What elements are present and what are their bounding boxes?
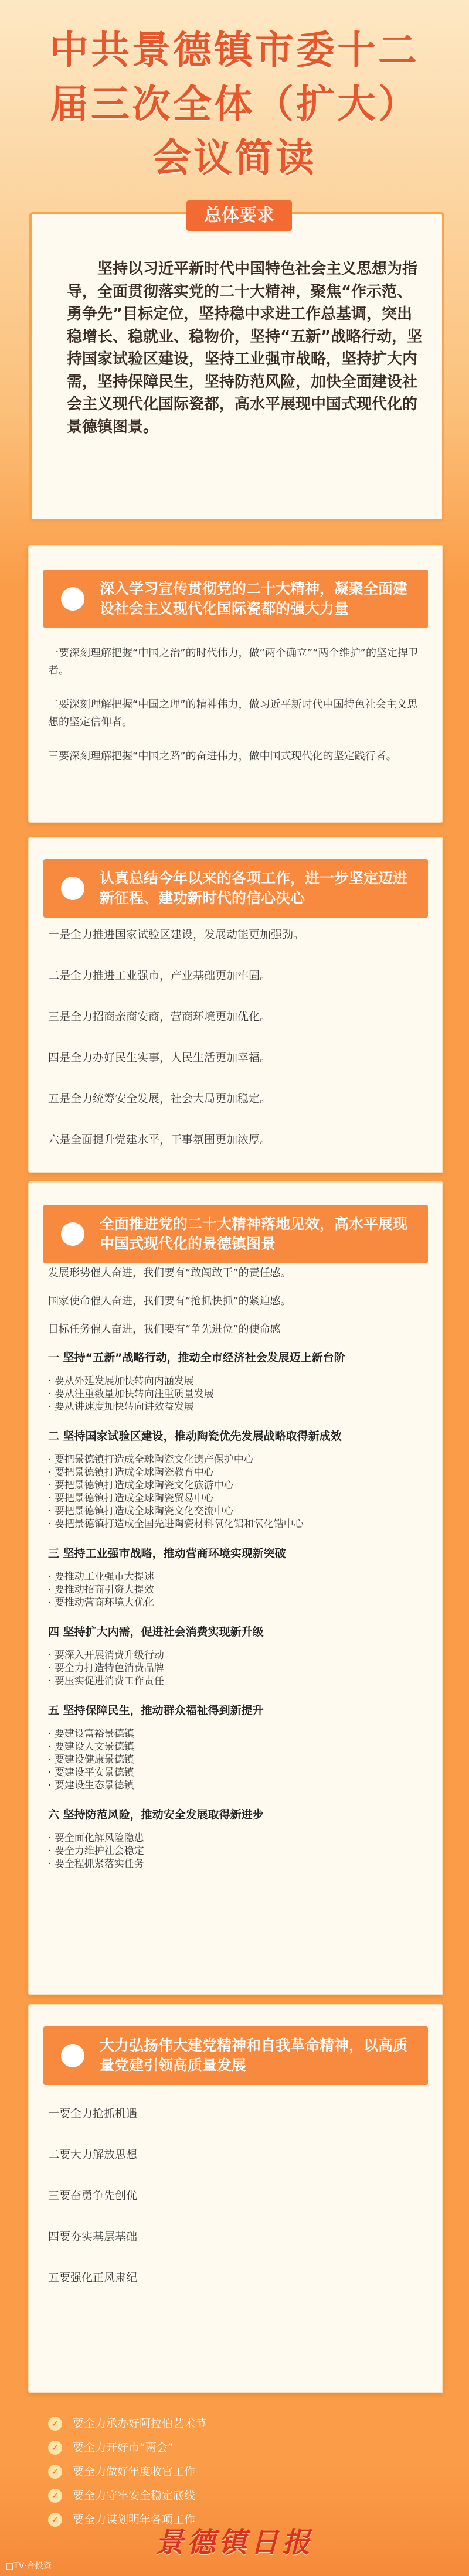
bullet-item: · 要把景德镇打造成全国先进陶瓷材料氧化铝和氧化锆中心 <box>48 1518 304 1530</box>
bullet-item: · 要推动招商引资大提效 <box>48 1584 154 1596</box>
section-body <box>48 1265 423 1885</box>
task-text: 要全力谋划明年各项工作 <box>73 2513 196 2526</box>
list-item: 一要全力抢抓机遇 <box>48 2107 138 2120</box>
check-icon: ✓ <box>48 2489 62 2503</box>
section-summary-work <box>28 837 443 1173</box>
list-item: 四是全力办好民生实事，人民生活更加幸福。 <box>48 1051 271 1064</box>
page-title <box>0 23 469 185</box>
check-icon: ✓ <box>48 2465 62 2479</box>
bullet-item: · 要建设富裕景德镇 <box>48 1728 134 1740</box>
bullet-list <box>48 1649 423 1688</box>
task-item <box>48 2484 421 2508</box>
list-item: 四要夯实基层基础 <box>48 2230 138 2243</box>
check-icon: ✓ <box>48 2441 62 2455</box>
circle-icon <box>61 877 84 900</box>
circle-icon <box>61 1222 84 1246</box>
list-item: 二是全力推进工业强市，产业基础更加牢固。 <box>48 969 271 982</box>
paragraph: 三要深刻理解把握“中国之路”的奋进伟力，做中国式现代化的坚定践行者。 <box>48 750 397 762</box>
task-checklist <box>48 2412 421 2532</box>
bullet-item: · 要全面化解风险隐患 <box>48 1832 144 1844</box>
bullet-item: · 要把景德镇打造成全球陶瓷贸易中心 <box>48 1493 214 1504</box>
section-body <box>48 926 423 1172</box>
task-group <box>48 1702 423 1792</box>
task-text: 要全力承办好阿拉伯艺术节 <box>73 2417 207 2430</box>
task-text: 要全力开好市“两会” <box>73 2441 174 2454</box>
circle-icon <box>61 587 84 611</box>
summary-box <box>29 205 444 522</box>
list-item: 五要强化正风肃纪 <box>48 2271 138 2284</box>
check-icon: ✓ <box>48 2513 62 2527</box>
section-heading <box>43 1205 428 1263</box>
bullet-item: · 要建设人文景德镇 <box>48 1741 134 1753</box>
group-title: 五 坚持保障民生，推动群众福祉得到新提升 <box>48 1704 264 1717</box>
newspaper-logo: 景德镇日报 <box>155 2526 314 2559</box>
group-title: 三 坚持工业强市战略，推动营商环境实现新突破 <box>48 1547 286 1560</box>
group-title: 四 坚持扩大内需，促进社会消费实现新升级 <box>48 1626 264 1638</box>
page-title-line: 届三次全体（扩大） <box>50 81 419 127</box>
task-group <box>48 1427 423 1531</box>
bullet-item: · 要推动工业强市大提速 <box>48 1571 154 1583</box>
bullet-list <box>48 1832 423 1870</box>
page-title-line: 中共景德镇市委十二 <box>50 28 419 73</box>
bullet-item: · 要把景德镇打造成全球陶瓷文化旅游中心 <box>48 1480 234 1491</box>
bullet-item: · 要建设健康景德镇 <box>48 1754 134 1766</box>
bullet-item: · 要全程抓紧落实任务 <box>48 1858 144 1870</box>
bullet-item: · 要从讲速度加快转向讲效益发展 <box>48 1401 194 1413</box>
page-title-line: 会议简读 <box>152 135 317 180</box>
section-body <box>48 645 423 782</box>
bullet-item: · 要建设生态景德镇 <box>48 1780 134 1791</box>
list-item: 一是全力推进国家试验区建设，发展动能更加强劲。 <box>48 928 305 941</box>
bullet-item: · 要建设平安景德镇 <box>48 1767 134 1778</box>
task-text: 要全力做好年度收官工作 <box>73 2465 196 2478</box>
paragraph: 二要深刻理解把握“中国之理”的精神伟力，做习近平新时代中国特色社会主义思想的坚定信仰者。 <box>48 698 418 728</box>
circle-icon <box>61 2044 84 2067</box>
section-body <box>48 2105 423 2310</box>
summary-text: 坚持以习近平新时代中国特色社会主义思想为指导，全面贯彻落实党的二十大精神，聚焦“作示范、勇争先”目标定位，坚持稳中求进工作总基调，突出稳增长、稳就业、稳物价，坚持“五新”战略行动，坚持国家试验区建设，坚持工业强市战略，坚持扩大内需，坚持保障民生，坚持防范风险，加快全面建设社会主义现代化国际瓷都，高水平展现中国式现代化的景德镇图景。 <box>67 260 423 436</box>
task-item <box>48 2412 421 2436</box>
bullet-item: · 要把景德镇打造成全球陶瓷文化交流中心 <box>48 1505 234 1517</box>
task-group <box>48 1623 423 1688</box>
task-group <box>48 1806 423 1870</box>
bullet-list <box>48 1727 423 1792</box>
task-text: 要全力守牢安全稳定底线 <box>73 2489 196 2502</box>
group-title: 六 坚持防范风险，推动安全发展取得新进步 <box>48 1808 264 1821</box>
section-heading <box>43 2026 428 2085</box>
bullet-list <box>48 1453 423 1531</box>
bullet-item: · 要把景德镇打造成全球陶瓷文化遗产保护中心 <box>48 1454 254 1466</box>
list-item: 三要奋勇争先创优 <box>48 2189 138 2202</box>
stance-item: 国家使命催人奋进，我们要有“抢抓快抓”的紧迫感。 <box>48 1295 291 1307</box>
bullet-list <box>48 1375 423 1413</box>
bullet-item: · 要把景德镇打造成全球陶瓷教育中心 <box>48 1467 214 1478</box>
task-group <box>48 1349 423 1413</box>
credit-text: □TV·合投资 <box>6 2561 52 2571</box>
stance-item: 目标任务催人奋进，我们要有“争先进位”的使命感 <box>48 1323 281 1335</box>
bullet-item: · 要深入开展消费升级行动 <box>48 1650 164 1661</box>
bullet-item: · 要推动营商环境大优化 <box>48 1597 154 1609</box>
paragraph: 一要深刻理解把握“中国之治”的时代伟力，做“两个确立”“两个维护”的坚定捍卫者。 <box>48 647 419 677</box>
section-heading <box>43 859 428 918</box>
check-icon: ✓ <box>48 2417 62 2431</box>
summary-heading: 总体要求 <box>186 200 292 231</box>
list-item: 五是全力统筹安全发展，社会大局更加稳定。 <box>48 1092 271 1105</box>
section-heading-text: 深入学习宣传贯彻党的二十大精神，凝聚全面建设社会主义现代化国际瓷都的强大力量 <box>100 580 408 617</box>
group-title: 一 坚持“五新”战略行动，推动全市经济社会发展迈上新台阶 <box>48 1351 345 1364</box>
section-study-spirit <box>28 545 443 823</box>
bullet-item: · 要全力打造特色消费品牌 <box>48 1662 164 1674</box>
section-heading-text: 全面推进党的二十大精神落地见效，高水平展现中国式现代化的景德镇图景 <box>100 1215 408 1252</box>
list-item: 三是全力招商亲商安商，营商环境更加优化。 <box>48 1010 271 1023</box>
stance-list <box>48 1265 423 1338</box>
stance-item: 发展形势催人奋进，我们要有“敢闯敢干”的责任感。 <box>48 1267 291 1279</box>
bullet-item: · 要从外延发展加快转向内涵发展 <box>48 1375 194 1387</box>
list-item: 六是全面提升党建水平，干事氛围更加浓厚。 <box>48 1133 271 1146</box>
section-party-building <box>28 2004 443 2393</box>
section-heading <box>43 570 428 628</box>
list-item: 二要大力解放思想 <box>48 2148 138 2161</box>
section-implementation <box>28 1181 443 1995</box>
bullet-list <box>48 1570 423 1609</box>
bullet-item: · 要从注重数量加快转向注重质量发展 <box>48 1388 214 1400</box>
task-item <box>48 2460 421 2484</box>
bullet-item: · 要压实促进消费工作责任 <box>48 1675 164 1687</box>
bullet-item: · 要全力维护社会稳定 <box>48 1845 144 1857</box>
section-heading-text: 认真总结今年以来的各项工作，进一步坚定迈进新征程、建功新时代的信心决心 <box>100 870 408 907</box>
task-item <box>48 2436 421 2460</box>
group-title: 二 坚持国家试验区建设，推动陶瓷优先发展战略取得新成效 <box>48 1430 342 1443</box>
section-heading-text: 大力弘扬伟大建党精神和自我革命精神，以高质量党建引领高质量发展 <box>100 2037 408 2074</box>
task-group <box>48 1545 423 1609</box>
